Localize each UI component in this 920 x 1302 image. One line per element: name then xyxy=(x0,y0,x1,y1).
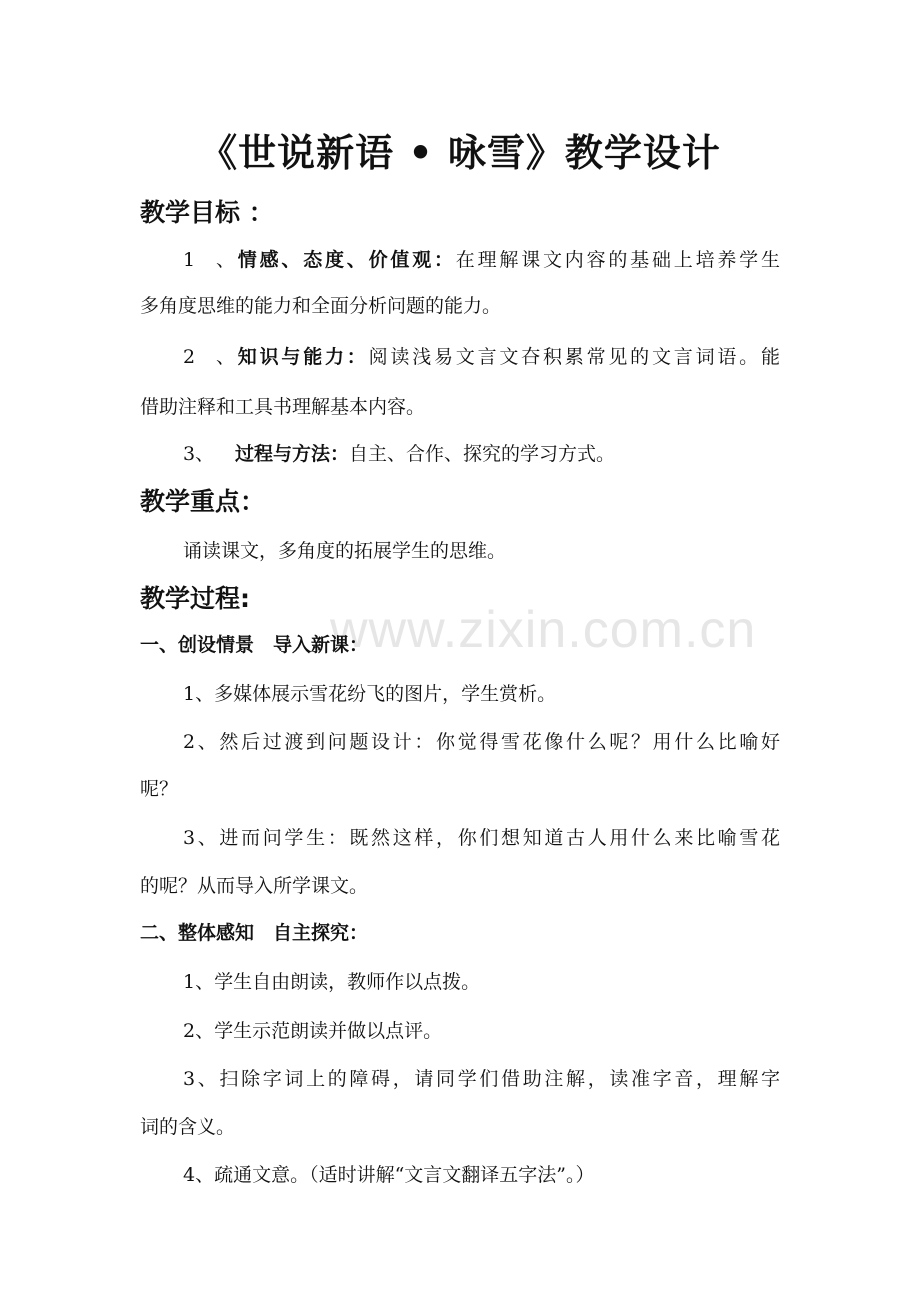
list-item: 1、多媒体展示雪花纷飞的图片，学生赏析。 xyxy=(183,683,557,705)
objective-text: 在理解课文内容的基础上培养学生 xyxy=(455,249,780,271)
list-item-continuation: 的呢？从而导入所学课文。 xyxy=(140,875,369,897)
objective-number: 1、 xyxy=(183,249,235,271)
page-title: 《世说新语 • 咏雪》教学设计 xyxy=(199,131,721,175)
list-item: 1、学生自由朗读，教师作以点拨。 xyxy=(183,971,481,993)
objective-item-1 xyxy=(183,245,780,272)
objective-text: 阅读浅易文言文夻积累常见的文言词语。能 xyxy=(368,346,780,368)
list-item-continuation: 词的含义。 xyxy=(140,1116,236,1138)
keypoint-text: 诵读课文，多角度的拓展学生的思维。 xyxy=(183,540,507,562)
process-heading: 教学过程: xyxy=(140,584,250,613)
objectives-heading: 教学目标 ： xyxy=(140,198,274,227)
objective-item-3 xyxy=(183,439,615,466)
list-item-continuation: 呢？ xyxy=(140,778,179,800)
list-item: 3、扫除字词上的障碍，请同学们借助注解，读准字音，理解字 xyxy=(183,1068,780,1090)
list-item: 4、疏通文意。（适时讲解“文言文翻译五字法”。） xyxy=(183,1164,595,1186)
watermark: www.zixin.com.cn xyxy=(330,601,757,659)
keypoint-heading: 教学重点： xyxy=(140,487,266,516)
list-item: 3、进而问学生：既然这样，你们想知道古人用什么来比喻雪花 xyxy=(183,827,780,849)
objective-text: 自主、合作、探究的学习方式。 xyxy=(349,443,616,465)
section-1-heading: 一、创设情景 导入新课： xyxy=(140,634,369,656)
list-item: 2、学生示范朗读并做以点评。 xyxy=(183,1020,443,1042)
objective-label: 情感、态度、价值观： xyxy=(235,249,456,271)
list-item: 2、然后过渡到问题设计：你觉得雪花像什么呢？用什么比喻好 xyxy=(183,731,780,753)
objective-number: 3、 xyxy=(183,443,215,465)
objective-label: 过程与方法： xyxy=(235,443,350,465)
objective-number: 2、 xyxy=(183,346,235,368)
section-2-heading: 二、整体感知 自主探究： xyxy=(140,922,369,944)
objective-item-2-continuation: 借助注释和工具书理解基本内容。 xyxy=(140,396,426,418)
objective-item-2 xyxy=(183,342,780,369)
objective-item-1-continuation: 多角度思维的能力和全面分析问题的能力。 xyxy=(140,295,502,317)
objective-label: 知识与能力： xyxy=(235,346,369,368)
